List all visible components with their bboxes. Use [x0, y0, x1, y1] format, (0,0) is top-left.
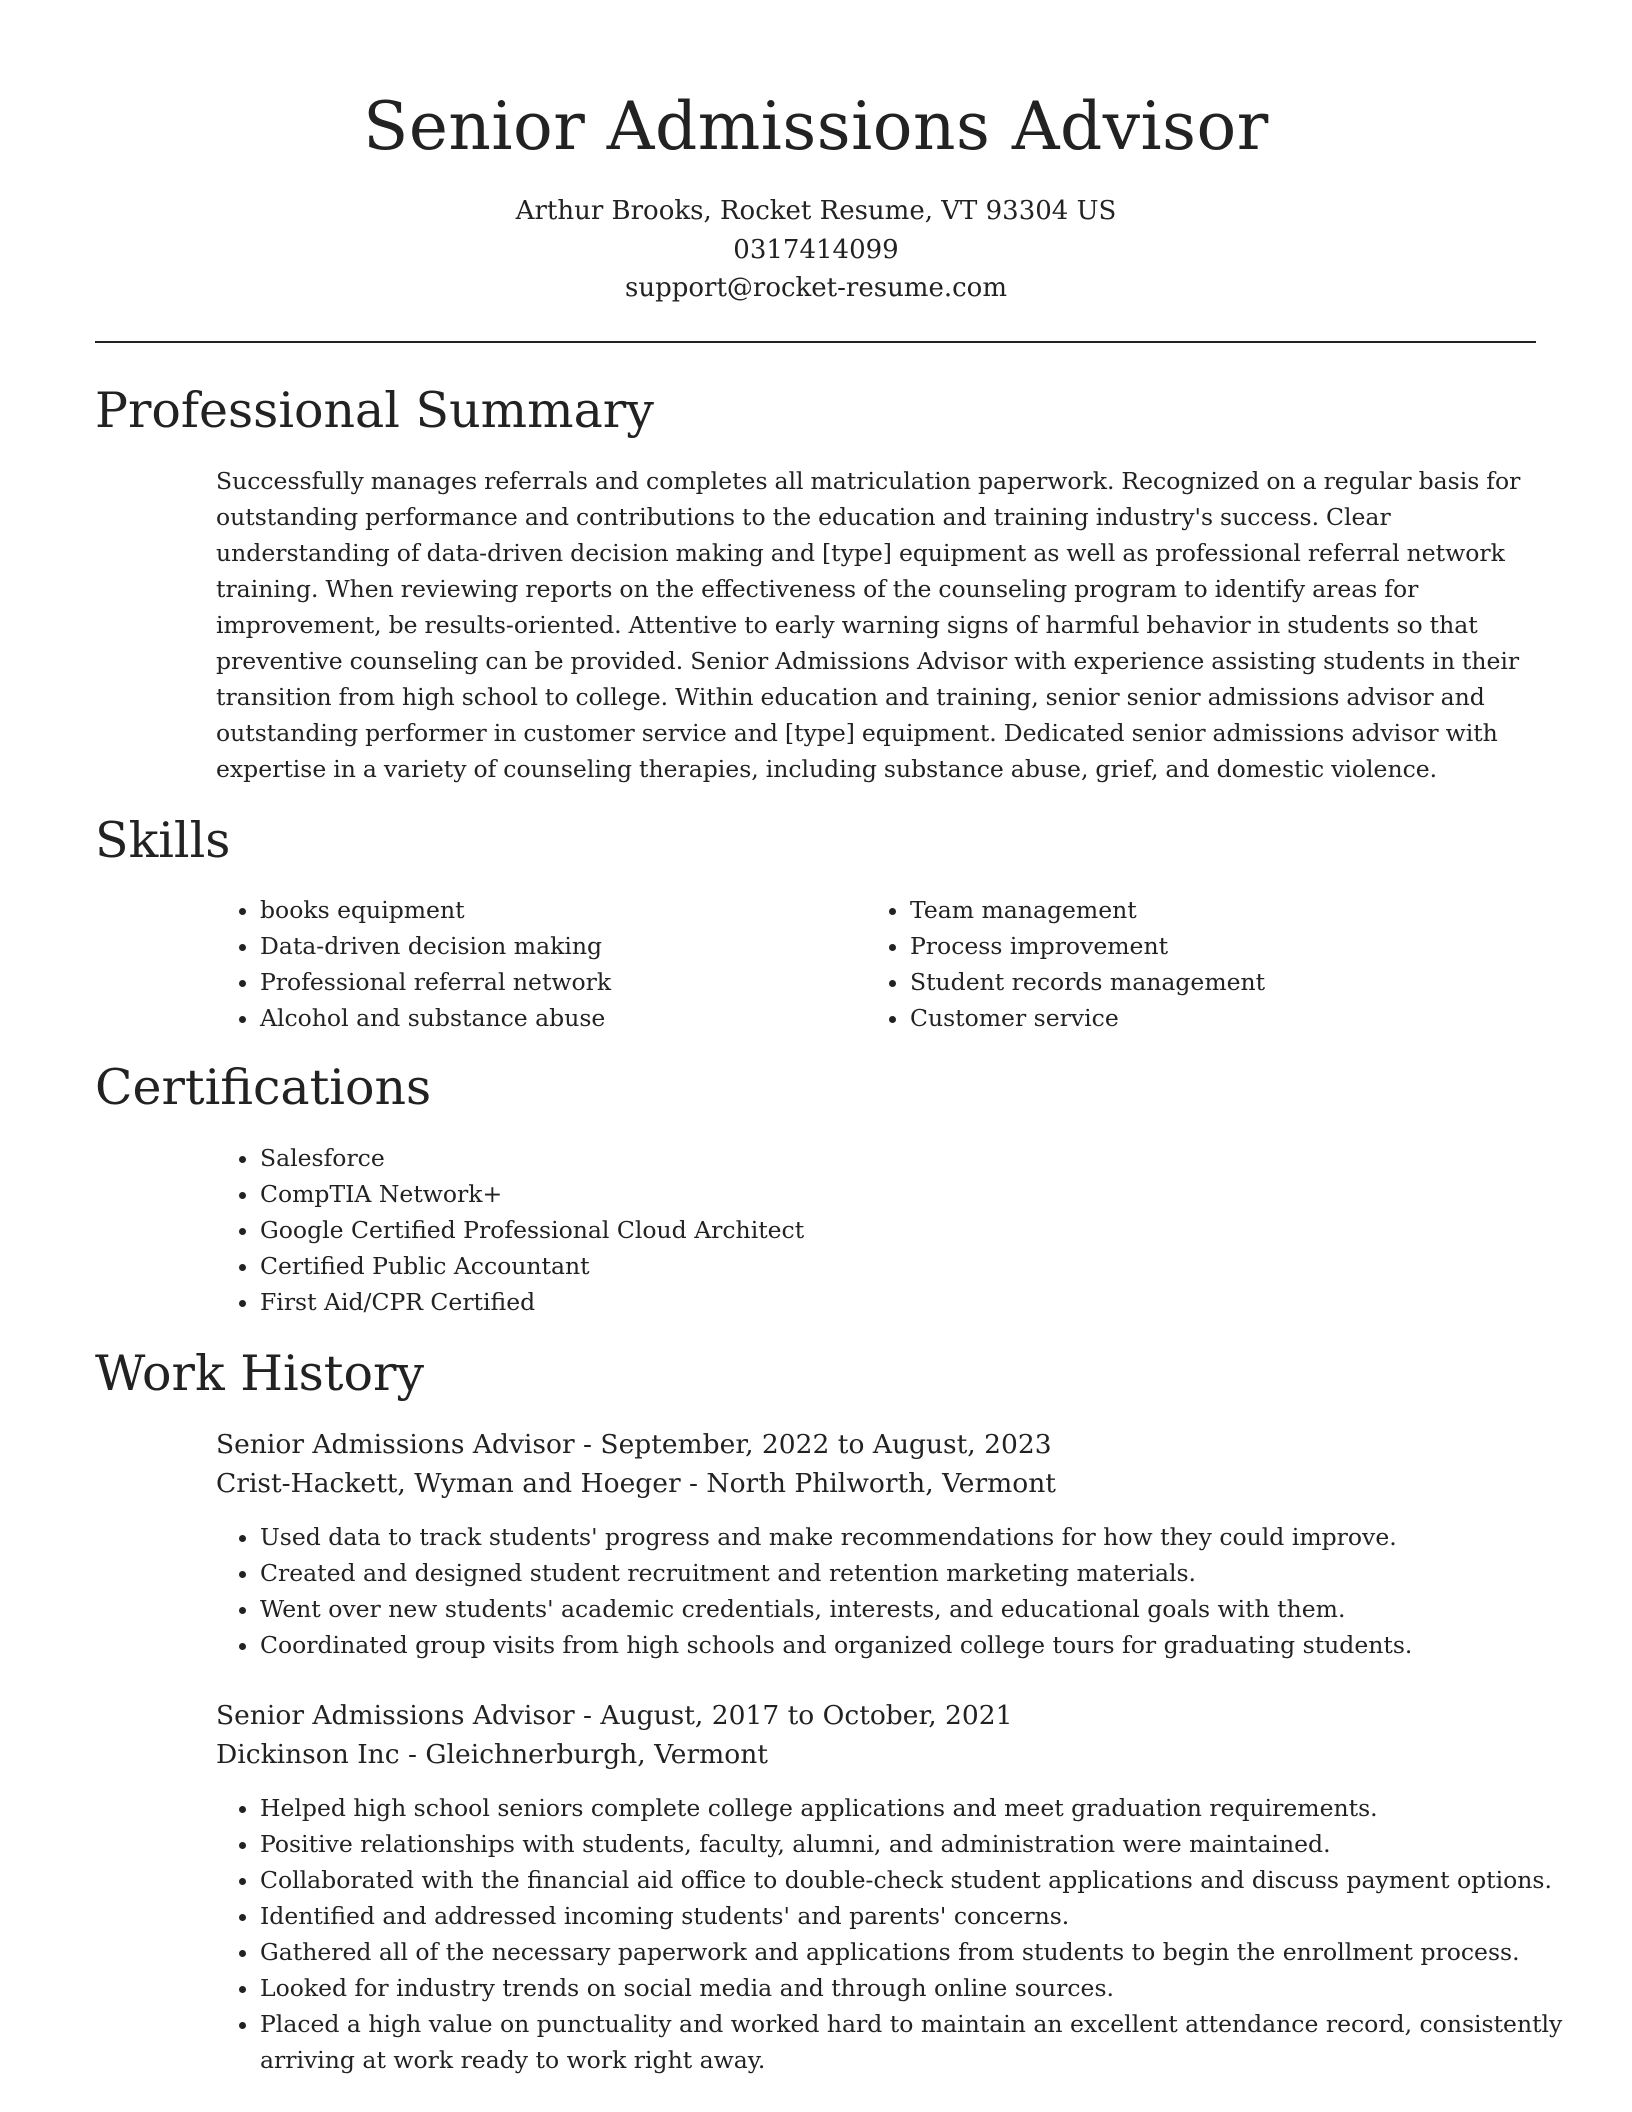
header-divider	[95, 341, 1536, 343]
list-item: • CompTIA Network+	[260, 1176, 1460, 1212]
list-item: • Used data to track students' progress and make recommendations for how they could improve.	[260, 1519, 1590, 1555]
list-item: • Customer service	[910, 1000, 1510, 1036]
list-item: • Gathered all of the necessary paperwork and applications from students to begin the enrollment process.	[260, 1934, 1570, 1970]
section-heading-certifications: Certifications	[95, 1059, 432, 1116]
contact-address: Arthur Brooks, Rocket Resume, VT 93304 US	[515, 196, 1117, 226]
job-title-line: Senior Admissions Advisor - August, 2017 to October, 2021	[216, 1700, 1013, 1731]
contact-block	[0, 192, 1632, 308]
list-item: • Created and designed student recruitment and retention marketing materials.	[260, 1555, 1590, 1591]
section-heading-work-history: Work History	[95, 1345, 425, 1402]
list-item: • Placed a high value on punctuality and worked hard to maintain an excellent attendance record, consistently arriving at work ready to work right away.	[260, 2006, 1570, 2078]
summary-text: Successfully manages referrals and completes all matriculation paperwork. Recognized on a regular basis for outstanding performance and contributions to the education and training industry's success. Clear understanding of data-driven decision making and [type] equipment as well as professional referral network training. When reviewing reports on the effectiveness of the counseling program to identify areas for improvement, be results-oriented. Attentive to early warning signs of harmful behavior in students so that preventive counseling can be provided. Senior Admissions Advisor with experience assisting students in their transition from high school to college. Within education and training, senior senior admissions advisor and outstanding performer in customer service and [type] equipment. Dedicated senior admissions advisor with expertise in a variety of counseling therapies, including substance abuse, grief, and domestic violence.	[216, 467, 1521, 783]
skills-list-left	[216, 892, 860, 1036]
list-item: • Certified Public Accountant	[260, 1248, 1460, 1284]
list-item: • Process improvement	[910, 928, 1510, 964]
list-item: • Helped high school seniors complete college applications and meet graduation requirements.	[260, 1790, 1570, 1826]
job-bullets	[216, 1519, 1590, 1663]
job-company-line: Crist-Hackett, Wyman and Hoeger - North Philworth, Vermont	[216, 1468, 1056, 1499]
list-item: • Identified and addressed incoming students' and parents' concerns.	[260, 1898, 1570, 1934]
list-item: • Positive relationships with students, faculty, alumni, and administration were maintained.	[260, 1826, 1570, 1862]
certifications-list	[216, 1140, 1460, 1320]
job-title-line: Senior Admissions Advisor - September, 2022 to August, 2023	[216, 1429, 1052, 1460]
job-company-line: Dickinson Inc - Gleichnerburgh, Vermont	[216, 1739, 768, 1770]
resume-title: Senior Admissions Advisor	[363, 88, 1269, 165]
section-heading-summary: Professional Summary	[95, 382, 654, 439]
section-heading-skills: Skills	[95, 812, 231, 869]
list-item: • books equipment	[260, 892, 860, 928]
contact-phone: 0317414099	[733, 234, 899, 265]
list-item: • Looked for industry trends on social media and through online sources.	[260, 1970, 1570, 2006]
list-item: • Student records management	[910, 964, 1510, 1000]
skills-list-right	[866, 892, 1510, 1036]
list-item: • Professional referral network	[260, 964, 860, 1000]
list-item: • Alcohol and substance abuse	[260, 1000, 860, 1036]
list-item: • Team management	[910, 892, 1510, 928]
list-item: • Google Certified Professional Cloud Architect	[260, 1212, 1460, 1248]
job-bullets	[216, 1790, 1570, 2078]
list-item: • Went over new students' academic credentials, interests, and educational goals with them.	[260, 1591, 1590, 1627]
list-item: • First Aid/CPR Certified	[260, 1284, 1460, 1320]
list-item: • Collaborated with the financial aid office to double-check student applications and discuss payment options.	[260, 1862, 1570, 1898]
list-item: • Salesforce	[260, 1140, 1460, 1176]
contact-email: support@rocket-resume.com	[624, 273, 1007, 303]
list-item: • Coordinated group visits from high schools and organized college tours for graduating students.	[260, 1627, 1590, 1663]
list-item: • Data-driven decision making	[260, 928, 860, 964]
